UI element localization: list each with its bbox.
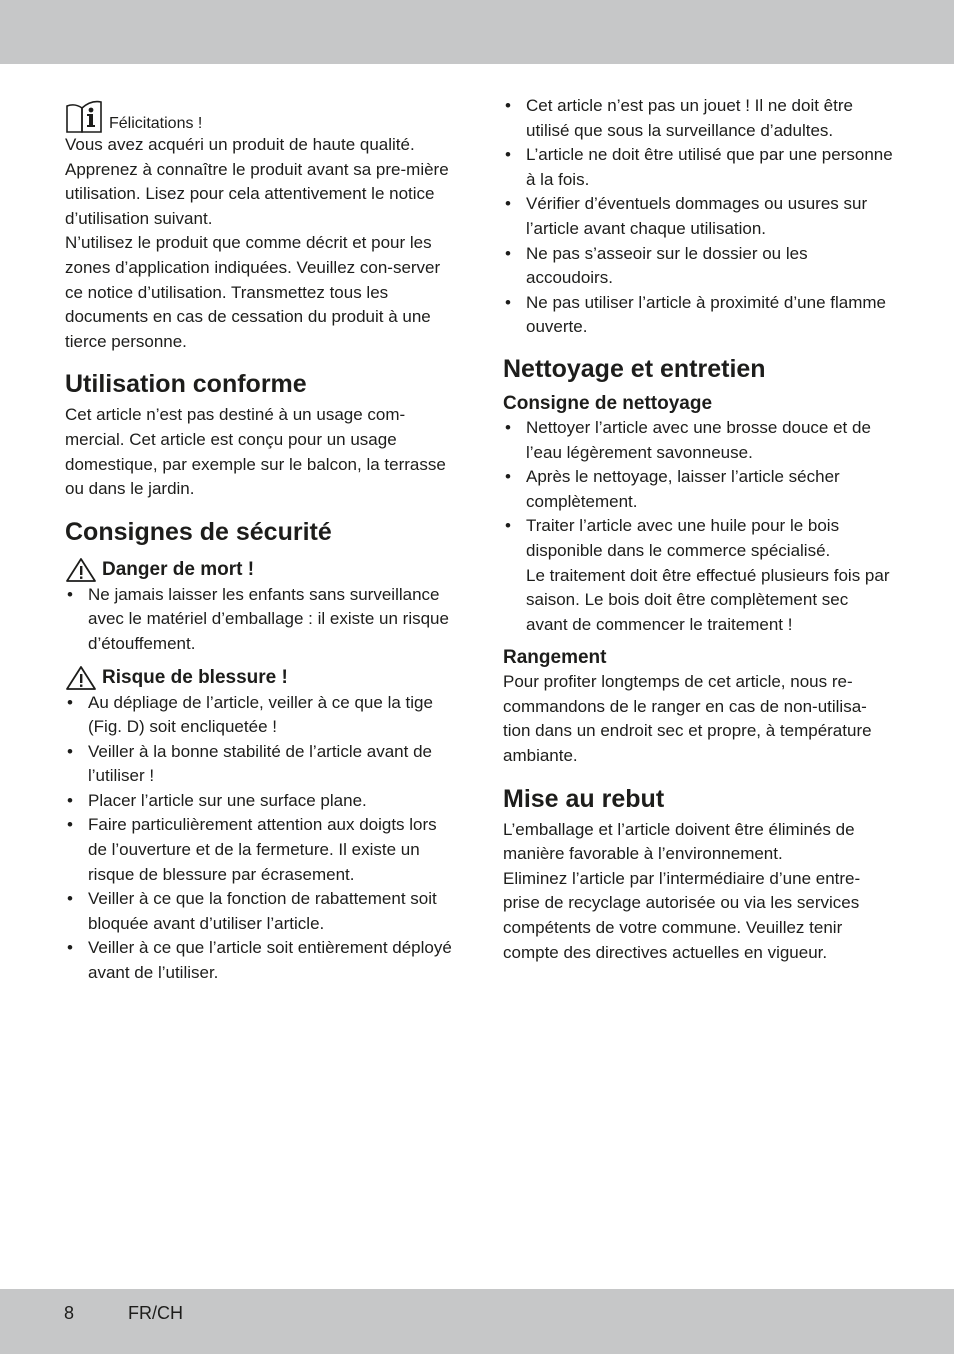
list-item: • Ne jamais laisser les enfants sans surveillance avec le matériel d’emballage : il existe un risque d’étouffement.	[65, 583, 453, 657]
usage-heading: Utilisation conforme	[65, 370, 307, 399]
list-item: • Ne pas s’asseoir sur le dossier ou les accoudoirs.	[503, 242, 893, 291]
injury-list	[65, 691, 453, 986]
danger-heading-label: Danger de mort !	[102, 558, 255, 580]
left-column	[65, 96, 453, 986]
storage-subheading: Rangement	[503, 647, 607, 669]
header-band	[0, 0, 954, 64]
list-item: • Ne pas utiliser l’article à proximité d’une flamme ouverte.	[503, 291, 893, 340]
warning-triangle-icon	[65, 665, 97, 691]
storage-paragraph: Pour profiter longtemps de cet article, nous re-commandons de le ranger en cas de non-utilisa-tion dans un endroit sec et propre, à température ambiante.	[503, 672, 872, 766]
list-item: • Cet article n’est pas un jouet ! Il ne doit être utilisé que sous la surveillance d’adultes.	[503, 94, 893, 143]
list-item: • Veiller à ce que l’article soit entièrement déployé avant de l’utiliser.	[65, 936, 453, 985]
injury-warning-heading	[65, 665, 453, 691]
language-code: FR/CH	[128, 1303, 183, 1323]
intro-header	[65, 96, 453, 134]
intro-paragraph-1: Vous avez acquéri un produit de haute qualité. Apprenez à connaître le produit avant sa pre-mière utilisation. Lisez pour cela attentivement le notice d’utilisation suivant.	[65, 135, 449, 228]
list-item: • Après le nettoyage, laisser l’article sécher complètement.	[503, 465, 893, 514]
list-item-extra: Le traitement doit être effectué plusieurs fois par saison. Le bois doit être complètement sec avant de commencer le traitement !	[526, 565, 890, 634]
danger-warning-heading	[65, 557, 453, 583]
disposal-paragraph-1: L’emballage et l’article doivent être éliminés de manière favorable à l’environnement.	[503, 819, 855, 864]
cleaning-list	[503, 416, 893, 637]
cleaning-subheading: Consigne de nettoyage	[503, 392, 713, 414]
list-item: • Veiller à ce que la fonction de rabattement soit bloquée avant d’utiliser l’article.	[65, 887, 453, 936]
list-item: • Placer l’article sur une surface plane.	[65, 789, 453, 814]
cleaning-heading: Nettoyage et entretien	[503, 354, 766, 383]
disposal-paragraph-2: Eliminez l’article par l’intermédiaire d’une entre-prise de recyclage autorisée ou via les services compétents de votre commune. Veuillez tenir compte des directives actuelles en vigueur.	[503, 868, 861, 962]
warning-triangle-icon	[65, 557, 97, 583]
intro-title: Félicitations !	[109, 115, 203, 132]
list-item	[503, 514, 893, 637]
info-manual-icon	[65, 100, 103, 134]
list-item-text: Traiter l’article avec une huile pour le bois disponible dans le commerce spécialisé.	[526, 516, 840, 560]
list-item: • L’article ne doit être utilisé que par une personne à la fois.	[503, 143, 893, 192]
safety-list-continued	[503, 94, 893, 340]
usage-paragraph: Cet article n’est pas destiné à un usage com-mercial. Cet article est conçu pour un usage domestique, par exemple sur le balcon, la terrasse ou dans le jardin.	[65, 405, 446, 499]
list-item: • Veiller à la bonne stabilité de l’article avant de l’utiliser !	[65, 740, 453, 789]
list-item: • Faire particulièrement attention aux doigts lors de l’ouverture et de la fermeture. Il existe un risque de blessure par écrasement.	[65, 813, 453, 887]
safety-heading: Consignes de sécurité	[65, 517, 332, 546]
disposal-heading: Mise au rebut	[503, 784, 665, 813]
injury-heading-label: Risque de blessure !	[102, 666, 288, 688]
list-item: • Nettoyer l’article avec une brosse douce et de l’eau légèrement savonneuse.	[503, 416, 893, 465]
right-column	[503, 94, 893, 965]
danger-list	[65, 583, 453, 657]
list-item: • Au dépliage de l’article, veiller à ce que la tige (Fig. D) soit encliquetée !	[65, 691, 453, 740]
list-item: • Vérifier d’éventuels dommages ou usures sur l’article avant chaque utilisation.	[503, 192, 893, 241]
intro-paragraph-2: N’utilisez le produit que comme décrit et pour les zones d’application indiquées. Veuillez con-server ce notice d’utilisation. Transmettez tous les documents en cas de cessation du produit à une tierce personne.	[65, 233, 441, 351]
page-number: 8	[64, 1303, 75, 1323]
